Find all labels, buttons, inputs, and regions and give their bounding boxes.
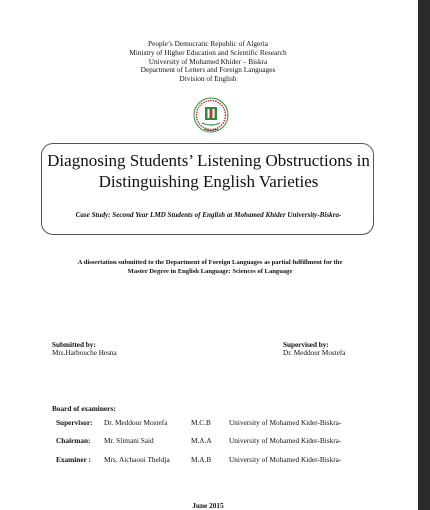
board-role: Examiner :	[56, 455, 91, 464]
dissertation-title	[42, 150, 375, 192]
header-line-2: Ministry of Higher Education and Scientific Research	[129, 47, 287, 57]
supervised-label: Supervised by:	[283, 341, 329, 349]
title-box	[41, 143, 374, 235]
header-line-5: Division of English	[179, 74, 237, 84]
institution-header	[0, 40, 416, 84]
board-title: Board of examiners:	[52, 404, 116, 413]
board-row	[0, 436, 416, 448]
university-logo-icon	[192, 96, 230, 136]
dissertation-statement	[40, 258, 380, 276]
board-rank: M.C.B	[191, 418, 211, 427]
board-name: Mr. Slimani Said	[104, 436, 154, 445]
header-line-3: University of Mohamed Khider – Biskra	[148, 56, 268, 66]
board-name: Dr. Meddour Mostefa	[104, 418, 168, 427]
board-university: University of Mohamed Kider-Biskra-	[229, 436, 342, 445]
board-university: University of Mohamed Kider-Biskra-	[229, 418, 342, 427]
header-line-4: Department of Letters and Foreign Languages	[140, 65, 276, 75]
header-line-1: People’s Democratic Republic of Algeria	[148, 39, 268, 48]
board-rank: M.A.A	[191, 436, 212, 445]
supervised-by-block	[283, 341, 345, 357]
board-name: Mrs. Aichaoui Theldja	[104, 455, 170, 464]
submitted-by-block	[52, 341, 117, 357]
dissertation-line-1: A dissertation submitted to the Department of Foreign Languages as partial fulfillment for the	[77, 259, 343, 266]
submission-date: June 2015	[192, 501, 224, 510]
board-row	[0, 455, 416, 467]
title-line-1: Diagnosing Students’ Listening Obstructions in	[47, 151, 370, 170]
title-line-2: Distinguishing English Varieties	[98, 172, 319, 191]
board-rank: M.A.B	[191, 455, 212, 464]
viewer-scrollbar-strip	[418, 0, 430, 510]
board-row	[0, 418, 416, 430]
dissertation-line-2: Master Degree in English Language: Sciences of Language	[127, 268, 293, 275]
submitted-label: Submitted by:	[52, 341, 96, 349]
submitted-name: Mrs.Harbouche Hesna	[52, 349, 117, 357]
board-role: Chairman:	[56, 436, 91, 445]
board-role: Supervisor:	[56, 418, 93, 427]
supervised-name: Dr. Meddour Mostefa	[283, 349, 346, 357]
case-study-line: Case Study: Second Year LMD Students of English at Mohamed Khider University-Biskra-	[75, 211, 342, 219]
board-university: University of Mohamed Kider-Biskra-	[229, 455, 342, 464]
